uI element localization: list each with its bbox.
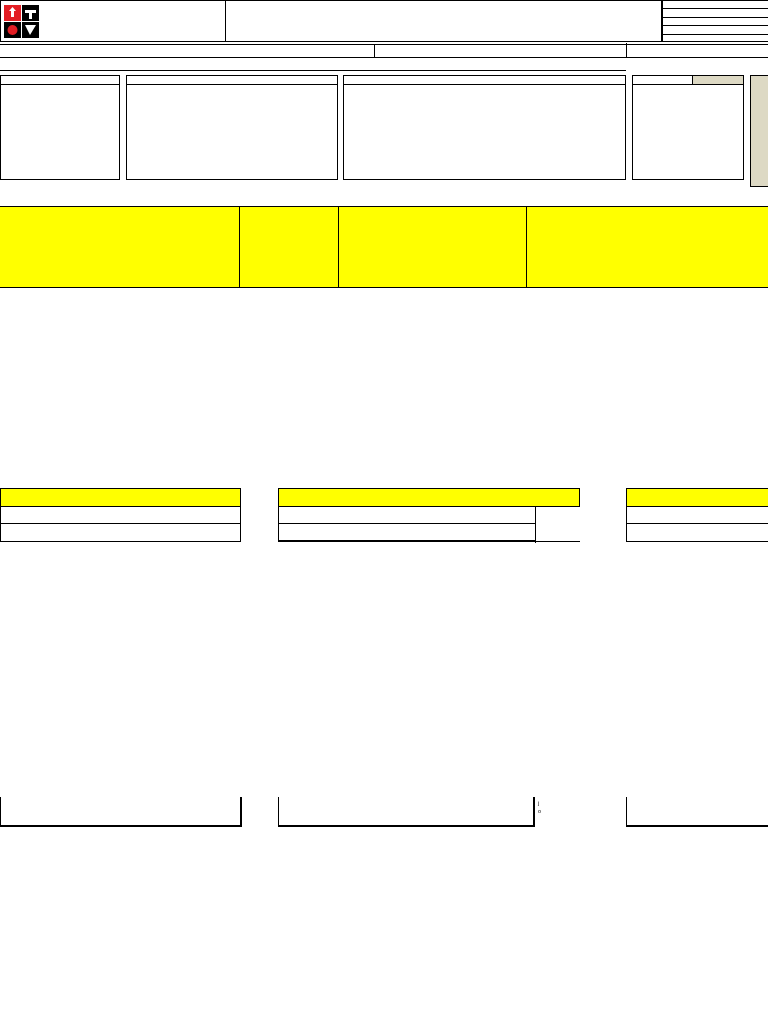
dni-list [632, 84, 744, 180]
emergency-box [662, 0, 768, 42]
supervisor-vertical-end: j o [538, 801, 541, 815]
workers-list [343, 84, 626, 180]
firma-header [692, 75, 744, 84]
supervisor-nombre [279, 507, 535, 524]
sencico-logo-icon [4, 5, 40, 39]
prevencionista-cargo [627, 524, 768, 541]
epp-header [0, 75, 120, 84]
supervisor-firma[interactable] [278, 797, 535, 827]
header-medidas [527, 207, 768, 288]
dni-header [632, 75, 693, 84]
emergency-line [663, 1, 768, 9]
trabajo-row [0, 58, 626, 71]
emergency-line [663, 9, 768, 17]
side-notes [750, 75, 768, 187]
lider-block [0, 488, 241, 542]
prevencionista-firma[interactable] [626, 797, 768, 827]
supervisor-title [279, 489, 580, 507]
date-line [663, 26, 768, 34]
tools-header [126, 75, 338, 84]
header-riesgos [339, 207, 527, 288]
header-peligros [240, 207, 339, 288]
prevencionista-block [626, 488, 768, 542]
page-title [226, 0, 662, 42]
supervisor-cargo [279, 524, 535, 541]
emergency-line [663, 18, 768, 26]
lider-firma[interactable] [0, 797, 242, 827]
logo-box [0, 0, 226, 42]
tools-list [126, 84, 338, 180]
header-actividades [0, 207, 240, 288]
activities-header [0, 206, 768, 288]
prevencionista-title [627, 489, 768, 507]
lider-title [1, 489, 240, 507]
lider-cargo [1, 524, 240, 541]
prevencionista-nombre [627, 507, 768, 524]
supervisor-block [278, 488, 580, 542]
info-row [0, 44, 768, 58]
workers-header [343, 75, 626, 84]
epp-list [0, 84, 120, 180]
lider-nombre [1, 507, 240, 524]
